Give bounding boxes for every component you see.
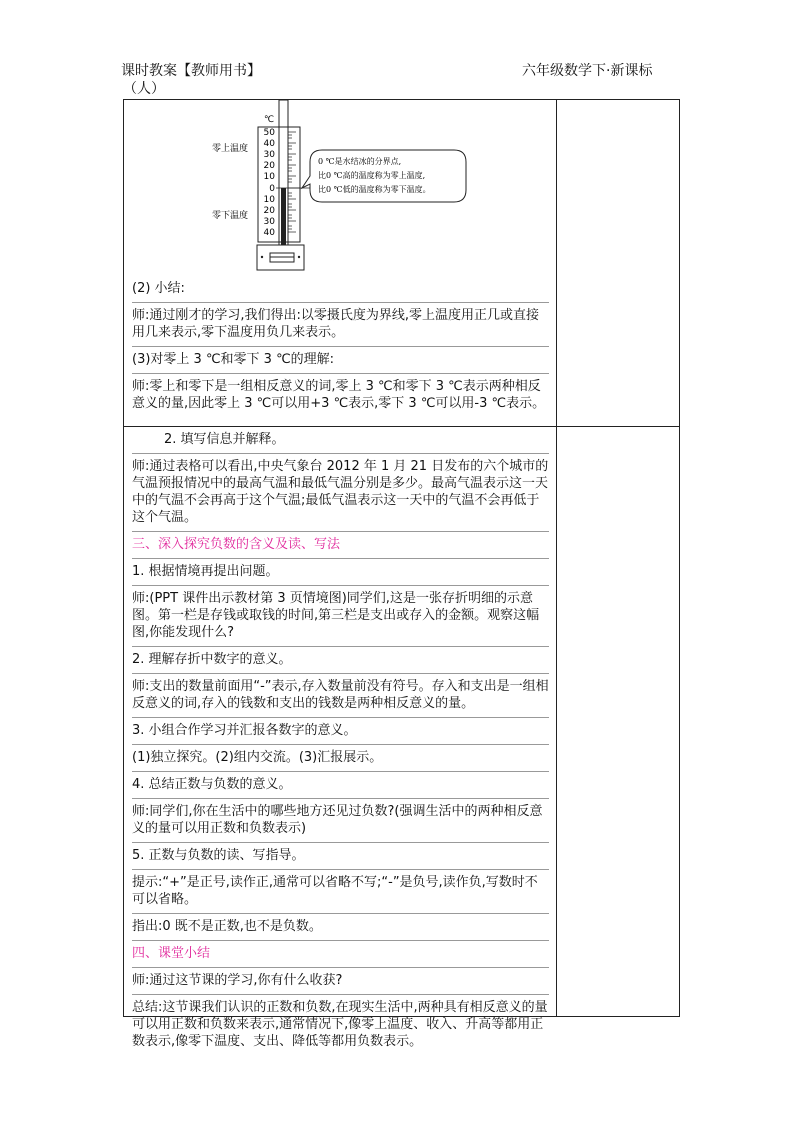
header-left [121, 62, 261, 98]
row-1-content [124, 100, 556, 426]
paragraph: (2) 小结: [132, 276, 549, 303]
paragraph: 师:支出的数量前面用“-”表示,存入数量前没有符号。存入和支出是一组相反意义的词,存入的钱数和支出的钱数是两种相反意义的量。 [132, 674, 549, 718]
label-above-zero: 零上温度 [212, 144, 249, 154]
paragraph: 师:通过表格可以看出,中央气象台 2012 年 1 月 21 日发布的六个城市的气温预报情况中的最高气温和最低气温分别是多少。最高气温表示这一天中的气温不会再高于这个气温;最低气温表示这一天中的气温不会再低于这个气温。 [132, 454, 549, 532]
paragraph: 师:(PPT 课件出示教材第 3 页情境图)同学们,这是一张存折明细的示意图。第一栏是存钱或取钱的时间,第三栏是支出或存入的金额。观察这幅图,你能发现什么? [132, 586, 549, 647]
paragraph: (3)对零上 3 ℃和零下 3 ℃的理解: [132, 347, 549, 374]
tick-label: 20 [263, 161, 275, 171]
paragraph: 师:通过刚才的学习,我们得出:以零摄氏度为界线,零上温度用正几或直接用几来表示,零下温度用负几来表示。 [132, 303, 549, 347]
paragraph: 师:通过这节课的学习,你有什么收获? [132, 968, 549, 995]
row-2-content [124, 427, 556, 1055]
header-subtitle: （人） [123, 81, 165, 97]
thermometer-figure [212, 100, 484, 275]
tick-label: 40 [263, 139, 275, 149]
header-grade: 六年级数学下·新课标 [522, 63, 653, 79]
tick-label: 30 [263, 217, 275, 227]
paragraph: 3. 小组合作学习并汇报各数字的意义。 [132, 718, 549, 745]
header-title: 课时教案【教师用书】 [121, 63, 261, 79]
tick-label: 30 [263, 150, 275, 160]
paragraph: 2. 理解存折中数字的意义。 [132, 647, 549, 674]
tick-label: 50 [263, 128, 275, 138]
paragraph: 5. 正数与负数的读、写指导。 [132, 843, 549, 870]
paragraph: 师:零上和零下是一组相反意义的词,零上 3 ℃和零下 3 ℃表示两种相反意义的量,因此零上 3 ℃可以用+3 ℃表示,零下 3 ℃可以用-3 ℃表示。 [132, 379, 546, 411]
paragraph: 1. 根据情境再提出问题。 [132, 559, 549, 586]
paragraph: 提示:“+”是正号,读作正,通常可以省略不写;“-”是负号,读作负,写数时不可以省略。 [132, 870, 549, 914]
paragraph: (1)独立探究。(2)组内交流。(3)汇报展示。 [132, 745, 549, 772]
callout-line: 比0 ℃低的温度称为零下温度。 [318, 185, 431, 194]
tick-label: 10 [263, 172, 275, 182]
item-title: 2. 填写信息并解释。 [132, 427, 549, 454]
callout-line: 0 ℃是水结冰的分界点, [318, 157, 402, 166]
paragraph: 指出:0 既不是正数,也不是负数。 [132, 914, 549, 941]
tick-label: 20 [263, 206, 275, 216]
unit-label: ℃ [264, 115, 275, 125]
paragraph: 4. 总结正数与负数的意义。 [132, 772, 549, 799]
column-divider [556, 100, 557, 1016]
tick-label: 10 [263, 195, 275, 205]
mercury-inside [281, 188, 286, 242]
label-below-zero: 零下温度 [212, 211, 249, 221]
tick-label: 0 [269, 184, 275, 194]
tick-label: 40 [263, 228, 275, 238]
thermometer-diagram [212, 100, 484, 275]
section-heading: 四、课堂小结 [132, 941, 549, 968]
paragraph: 总结:这节课我们认识的正数和负数,在现实生活中,两种具有相反意义的量可以用正数和负数来表示,通常情况下,像零上温度、收入、升高等都用正数表示,像零下温度、支出、降低等都用负数表示。 [132, 1000, 548, 1049]
lesson-table [123, 99, 680, 1049]
paragraph: 师:同学们,你在生活中的哪些地方还见过负数?(强调生活中的两种相反意义的量可以用正数和负数表示) [132, 799, 549, 843]
callout-line: 比0 ℃高的温度称为零上温度, [318, 171, 426, 180]
section-heading: 三、深入探究负数的含义及读、写法 [132, 532, 549, 559]
